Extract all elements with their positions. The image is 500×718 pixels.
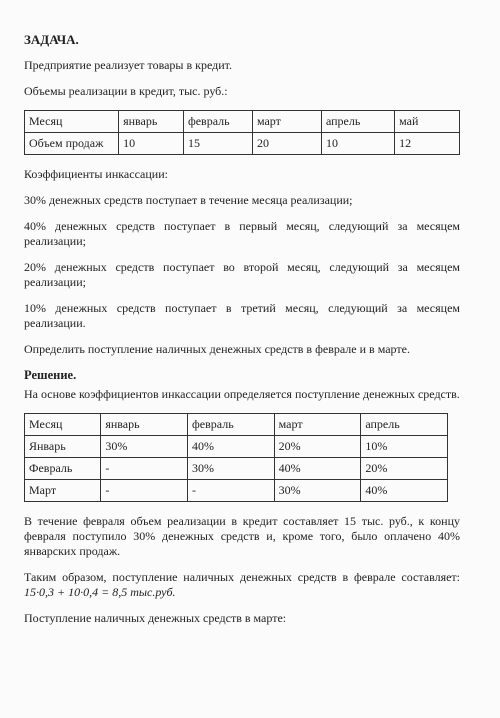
- table-cell: январь: [119, 111, 184, 133]
- table-cell: 30%: [101, 436, 188, 458]
- coef-table-header-row: [25, 414, 448, 436]
- coef-title: Коэффициенты инкассации:: [24, 167, 168, 181]
- table-cell: 40%: [274, 458, 361, 480]
- intro-line-1: Предприятие реализует товары в кредит.: [24, 58, 233, 72]
- table-cell: 30%: [274, 480, 361, 502]
- table-cell: март: [274, 414, 361, 436]
- table-cell: 40%: [361, 480, 448, 502]
- table-cell: -: [101, 480, 188, 502]
- table-cell: 40%: [188, 436, 275, 458]
- sales-table: [24, 110, 460, 155]
- table-cell: Февраль: [25, 458, 101, 480]
- coef-item-2: 40% денежных средств поступает в первый месяц, следующий за месяцем реализации;: [24, 219, 460, 248]
- february-paragraph: В течение февраля объем реализации в кредит составляет 15 тыс. руб., к концу февраля поступило 30% денежных средств и, кроме того, было оплачено 40% январских продаж.: [24, 514, 460, 558]
- task-statement: Определить поступление наличных денежных средств в феврале и в марте.: [24, 342, 410, 356]
- table-cell: февраль: [183, 111, 252, 133]
- table-cell: -: [101, 458, 188, 480]
- table-cell: Месяц: [25, 414, 101, 436]
- table-row: [25, 436, 448, 458]
- table-cell: Месяц: [25, 111, 119, 133]
- table-cell: 10%: [361, 436, 448, 458]
- task-heading: ЗАДАЧА.: [24, 32, 79, 47]
- table-cell: январь: [101, 414, 188, 436]
- coef-item-4: 10% денежных средств поступает в третий месяц, следующий за месяцем реализации.: [24, 301, 460, 330]
- table-cell: 20: [252, 133, 321, 155]
- coef-table: [24, 413, 448, 502]
- solution-heading: Решение.: [24, 368, 77, 382]
- march-paragraph: Поступление наличных денежных средств в марте:: [24, 611, 287, 625]
- coef-item-1: 30% денежных средств поступает в течение месяца реализации;: [24, 193, 353, 207]
- intro-line-2: Объемы реализации в кредит, тыс. руб.:: [24, 84, 228, 98]
- table-row: [25, 458, 448, 480]
- sales-table-header-row: [25, 111, 460, 133]
- table-cell: 30%: [188, 458, 275, 480]
- table-cell: 20%: [361, 458, 448, 480]
- table-cell: Март: [25, 480, 101, 502]
- table-cell: Объем продаж: [25, 133, 119, 155]
- table-cell: февраль: [188, 414, 275, 436]
- table-cell: апрель: [361, 414, 448, 436]
- table-cell: апрель: [321, 111, 394, 133]
- table-cell: 10: [119, 133, 184, 155]
- coef-item-3: 20% денежных средств поступает во второй месяц, следующий за месяцем реализации;: [24, 260, 460, 289]
- table-cell: май: [395, 111, 460, 133]
- table-cell: 15: [183, 133, 252, 155]
- table-cell: Январь: [25, 436, 101, 458]
- table-row: [25, 480, 448, 502]
- february-result-paragraph: [24, 570, 460, 600]
- table-cell: 10: [321, 133, 394, 155]
- february-result-formula: 15·0,3 + 10·0,4 = 8,5 тыс.руб.: [24, 585, 176, 599]
- solution-intro: На основе коэффициентов инкассации определяется поступление денежных средств.: [24, 387, 460, 401]
- table-cell: -: [188, 480, 275, 502]
- table-cell: март: [252, 111, 321, 133]
- february-result-text: Таким образом, поступление наличных денежных средств в феврале составляет:: [24, 570, 460, 584]
- table-cell: 20%: [274, 436, 361, 458]
- sales-table-row: [25, 133, 460, 155]
- table-cell: 12: [395, 133, 460, 155]
